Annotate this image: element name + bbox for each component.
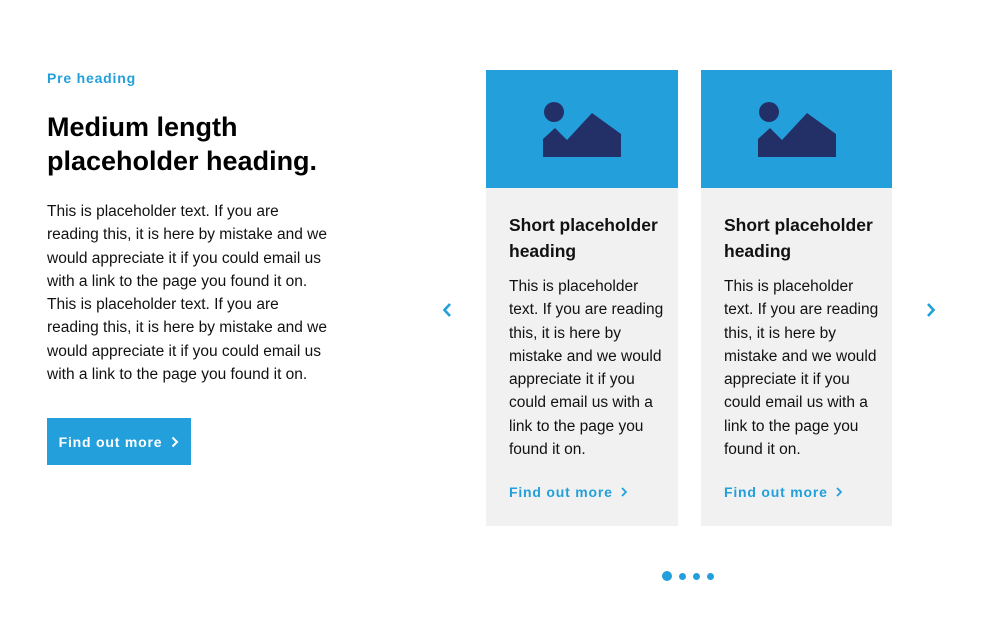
card-heading: Short placeholder heading bbox=[509, 215, 658, 261]
card-image bbox=[486, 70, 678, 188]
intro-body-text: This is placeholder text. If you are reading this, it is here by mistake and we would appreciate it if you could email us with a link to the page you found it on. This is placeholder text. If you are reading this, it is here by mistake and we would appreciate it if you could email us with a link to the page you found it on. bbox=[47, 203, 327, 384]
carousel-card bbox=[701, 70, 892, 526]
chevron-right-icon bbox=[621, 487, 627, 497]
card-find-out-more-link[interactable] bbox=[724, 484, 842, 500]
image-placeholder-icon bbox=[543, 101, 621, 157]
chevron-right-icon bbox=[171, 436, 179, 448]
card-heading: Short placeholder heading bbox=[724, 215, 873, 261]
card-link-label: Find out more bbox=[724, 484, 828, 500]
pagination-dot[interactable] bbox=[693, 573, 700, 580]
pagination-dot[interactable] bbox=[679, 573, 686, 580]
chevron-right-icon bbox=[836, 487, 842, 497]
find-out-more-button[interactable] bbox=[47, 418, 191, 465]
carousel-next-button[interactable] bbox=[920, 298, 942, 322]
find-out-more-button-label: Find out more bbox=[58, 433, 163, 450]
card-body-text: This is placeholder text. If you are reading this, it is here by mistake and we would appreciate it if you could email us with a link to the page you found it on. bbox=[724, 278, 879, 459]
pre-heading: Pre heading bbox=[47, 70, 136, 86]
carousel-card bbox=[486, 70, 678, 526]
chevron-right-icon bbox=[926, 302, 936, 318]
carousel-pagination bbox=[662, 571, 714, 581]
pagination-dot[interactable] bbox=[707, 573, 714, 580]
pagination-dot-active[interactable] bbox=[662, 571, 672, 581]
carousel-prev-button[interactable] bbox=[436, 298, 458, 322]
image-placeholder-icon bbox=[758, 101, 836, 157]
card-find-out-more-link[interactable] bbox=[509, 484, 627, 500]
card-link-label: Find out more bbox=[509, 484, 613, 500]
section-heading: Medium length placeholder heading. bbox=[47, 112, 318, 176]
card-image bbox=[701, 70, 892, 188]
chevron-left-icon bbox=[442, 302, 452, 318]
card-body-text: This is placeholder text. If you are reading this, it is here by mistake and we would appreciate it if you could email us with a link to the page you found it on. bbox=[509, 278, 664, 459]
